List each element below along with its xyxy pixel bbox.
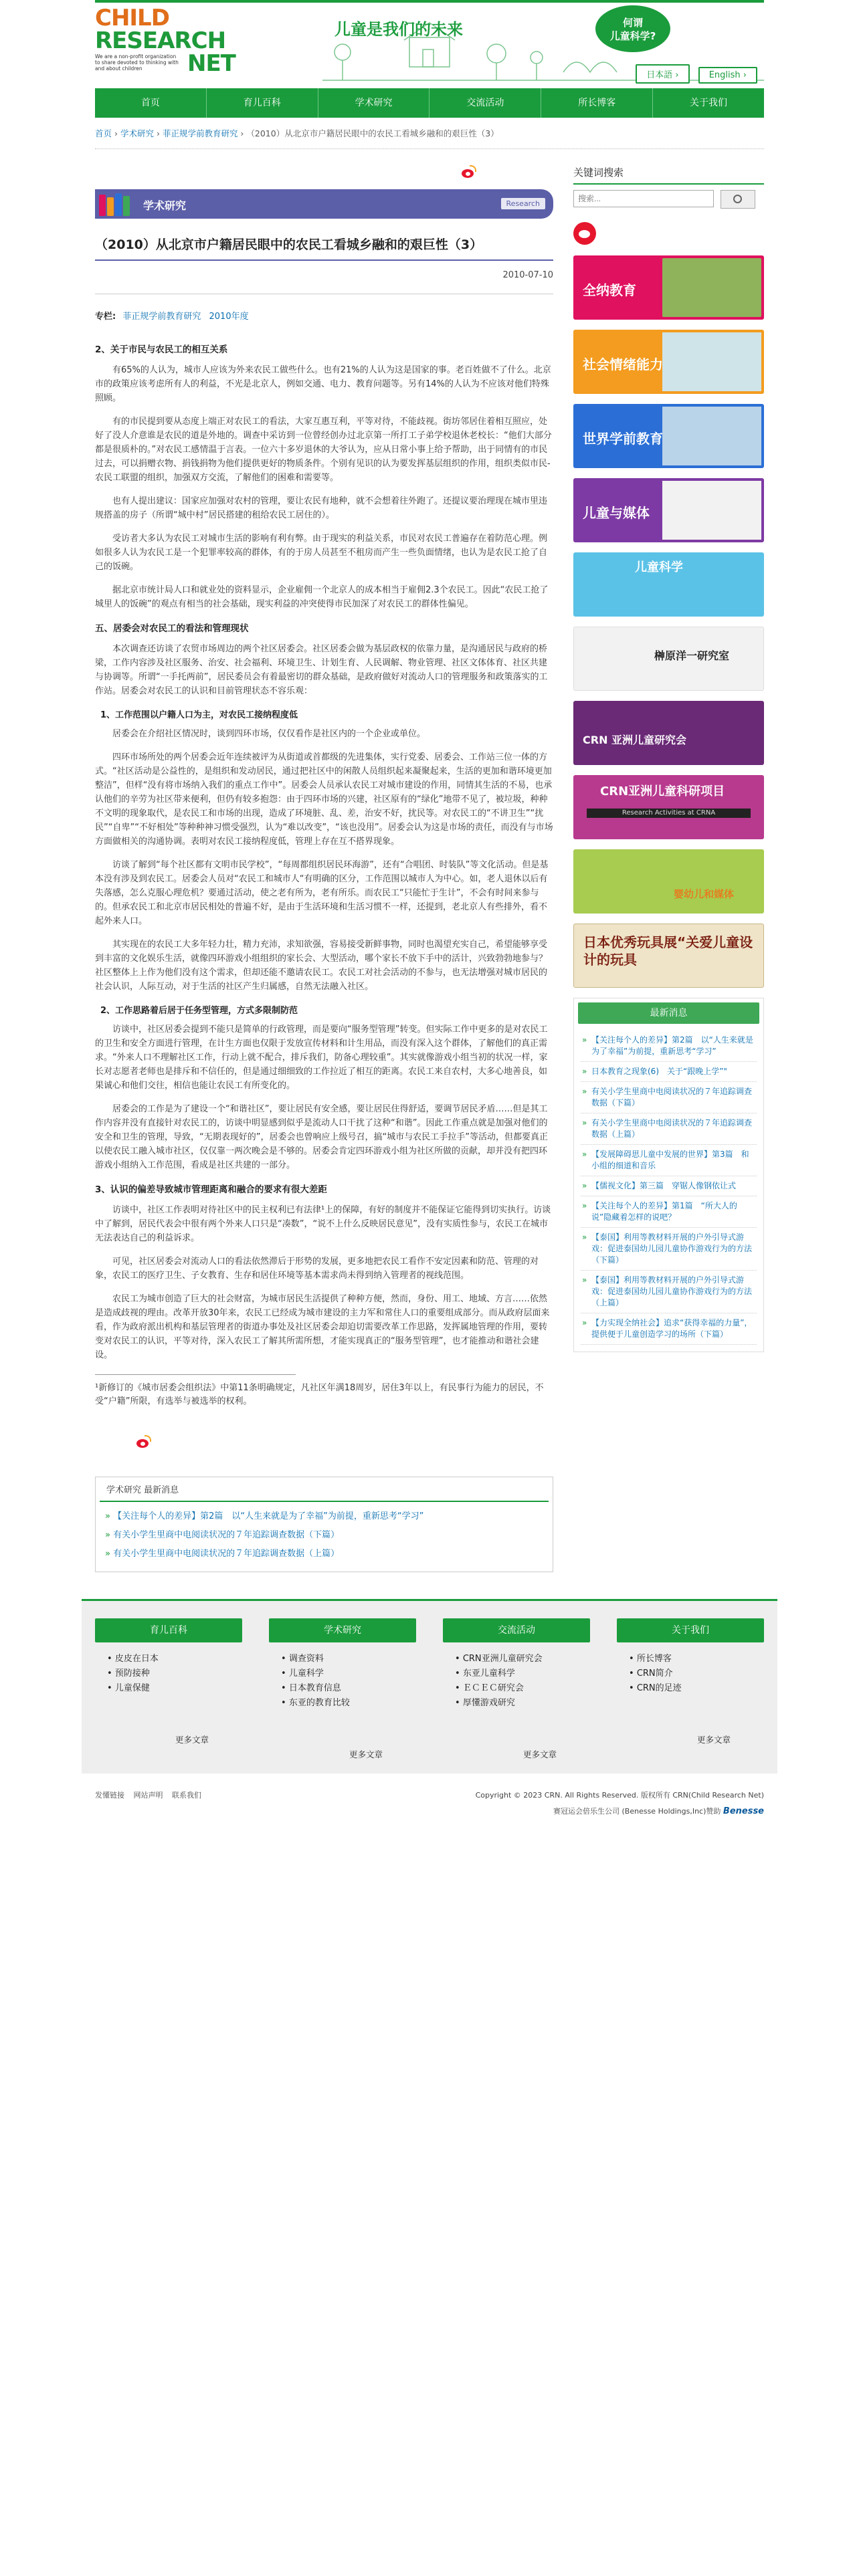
weibo-share-icon[interactable]: [460, 165, 476, 179]
latest-news-link[interactable]: 有关小学生里商中电阅读状况的７年追踪调查数据（上篇）: [113, 1549, 340, 1559]
child-science-bubble[interactable]: [595, 5, 670, 52]
article-paragraph: 访谈中，社区居委会提到不能只是简单的行政管理，而是要向“服务型管理”转变。但实际工作中更多的是对农民工的卫生和安全方面进行管理，在计生方面也仅限于发放宣传材料和计生用品，而没有深入这个群体，了解他们的真正需求。“外来人口不理解社区工作，行动上就不配合，排斥我们，防备心理较重”。其实就像游戏小组当初的状况一样，家长对志愿者老师也是排斥和不信任的，但是通过细细致的工作拉近了相互的距离。农民工来自农村，大多心地善良，如果诚心和他们交往，相信也能让农民工有所变化的。: [95, 1025, 548, 1091]
weibo-share-icon[interactable]: [135, 1435, 151, 1448]
logo-line-1: CHILD: [95, 5, 169, 31]
share-row: [95, 165, 553, 189]
sponsor-text: 赛冠运会倍乐生公司 (Benesse Holdings,Inc)赞助: [553, 1807, 721, 1816]
section-header: [95, 189, 553, 219]
banner-crn-asia-forum[interactable]: [573, 701, 764, 765]
newest-news-link[interactable]: 【发展障碍思儿童中发展的世界】第3篇 和小组的细道和音乐: [591, 1150, 749, 1170]
banner-sakakihara-lab[interactable]: [573, 627, 764, 691]
copyright: Copyright © 2023 CRN. All Rights Reserved. 版权所有 CRN(Child Research Net): [475, 1791, 764, 1800]
breadcrumb: [95, 118, 764, 149]
footer-column-link[interactable]: • ＥＣＥＣ研究会: [455, 1681, 590, 1696]
benesse-logo[interactable]: Benesse: [723, 1806, 764, 1816]
article-paragraph: 农民工为城市创造了巨大的社会财富，为城市居民生活提供了种种方便，然而，身份、用工、地域、方言……依然是造成歧视的理由。改革开放30年来，农民工已经成为城市建设的主力军和常住人口的重要组成部分。而从政府层面来看，作为政府派出机构和基层管理者的街道办事处及社区居委会却迫切需要改革工作思路，发挥属地管理的作用，要转变对农民工的认识，平等对待，深入农民工了解其所需所想，才能实现真正的“服务型管理”，也才能推动和谐社会建设。: [95, 1294, 550, 1360]
breadcrumb-research[interactable]: 学术研究: [120, 128, 154, 138]
footer-column-link[interactable]: • 厚懂游戏研究: [455, 1696, 590, 1711]
footer-column-list: [629, 1652, 764, 1696]
banner-photo: [662, 481, 761, 540]
newest-news-item[interactable]: [581, 1082, 757, 1113]
article-paragraph: 有65%的人认为，城市人应该为外来农民工做些什么。也有21%的人认为这是国家的事。老百姓做不了什么。北京市的政策应该考虑所有人的利益，不光是北京人，例如交通、电力、教育问题等。另有14%的人认为不应该对他们特殊照顾。: [95, 365, 551, 403]
banner-inclusive-education[interactable]: [573, 255, 764, 320]
column-label: 专栏:: [95, 312, 116, 322]
footer-columns: [95, 1618, 764, 1760]
article-subheading: 五、居委会对农民工的看法和管理现状: [95, 623, 249, 634]
article-paragraph: 其实现在的农民工大多年轻力壮，精力充沛，求知欲强，容易接受新鲜事物，同时也渴望充实自己，希望能够享受到丰富的文化娱乐生活，就像四环游戏小组组织的家长会、大型活动，哪个家长不放下手中的活计，兴致勃勃地参与？社区整体上上作为他们没有这个需求，但却还能不邀请农民工。农民工对社会活动的不参与，也无法增强对城市居民的社会认识，人际互动，对于生活的社区产生归属感，自然无法融入社区。: [95, 940, 548, 992]
latest-news-list: [96, 1507, 553, 1564]
breadcrumb-sep: ›: [112, 128, 120, 138]
site-logo[interactable]: [95, 7, 249, 86]
footer-column-link[interactable]: • 预防接种: [107, 1667, 242, 1681]
newest-news-list: [581, 1031, 757, 1345]
banner-sub: Research Activities at CRNA: [587, 809, 751, 818]
article-paragraph: 居委会在介绍社区情况时，谈到四环市场，仅仅看作是社区内的一个企业或单位。: [112, 729, 426, 739]
search-form: [573, 190, 764, 209]
nav-home[interactable]: 首页: [95, 88, 207, 118]
nav-director-blog[interactable]: 所长博客: [541, 88, 653, 118]
banner-label: 婴幼儿和媒体: [674, 888, 735, 900]
footer-column-link[interactable]: • 所长博客: [629, 1652, 764, 1667]
footer-column-list: [281, 1652, 416, 1711]
newest-news-item[interactable]: [581, 1271, 757, 1313]
newest-news-link[interactable]: 【儒视文化】第三篇 穿锯人像钢依让式: [591, 1181, 737, 1190]
banner-label: 全纳教育: [583, 282, 636, 298]
section-tag: Research: [501, 198, 545, 209]
footer-column-link[interactable]: • 儿童科学: [281, 1667, 416, 1681]
footer-column: [95, 1618, 242, 1760]
logo-tagline: We are a non-profit organization to share devoted to thinking with and about children: [95, 53, 179, 72]
article-body: [95, 342, 553, 1362]
footer-column-link[interactable]: • 东亚儿童科学: [455, 1667, 590, 1681]
article-paragraph: 受访者大多认为农民工对城市生活的影响有利有弊。由于现实的利益关系，市民对农民工普遍存在着防范心理。例如很多人认为农民工是一个犯罪率较高的群体，有的于房人员甚至不租房而产生一些负面情绪，也认为是农民工抢了自己的饭碗。: [95, 534, 548, 572]
latest-news-item[interactable]: [105, 1507, 543, 1526]
newest-news-item[interactable]: [581, 1176, 757, 1196]
banner-label: 日本优秀玩具展“关爱儿童设计的玩具: [583, 934, 753, 968]
site-footer: [82, 1599, 777, 1774]
banner-toy-award[interactable]: [573, 924, 764, 988]
latest-news-link[interactable]: 有关小学生里商中电阅读状况的７年追踪调查数据（下篇）: [113, 1530, 340, 1540]
newest-news-item[interactable]: [581, 1313, 757, 1345]
newest-news-link[interactable]: 有关小学生里商中电阅读状况的７年追踪调查数据（上篇）: [591, 1118, 753, 1139]
banner-label: 榊原洋一研究室: [654, 649, 730, 662]
footer-column-link[interactable]: • 皮皮在日本: [107, 1652, 242, 1667]
english-button[interactable]: English ›: [698, 67, 757, 84]
article-date: 2010-07-10: [95, 261, 553, 294]
footer-column: [269, 1618, 416, 1760]
newest-news-link[interactable]: 有关小学生里商中电阅读状况的７年追踪调查数据（下篇）: [591, 1087, 753, 1107]
main-nav: [95, 88, 764, 118]
sidebar-weibo[interactable]: [573, 222, 764, 246]
article-subheading: 2、工作思路着后居于任务型管理，方式多限制防范: [100, 1006, 298, 1016]
article-paragraph: 有的市民提到要从态度上端正对农民工的看法，大家互惠互利，平等对待，不能歧视。街坊邻居住着相互照应，处好了没人介意谁是农民的道是外地的。调查中采访到一位曾经创办过北京第一所打工子弟学校退休老校长：“他们大部分都是很质朴的。”对农民工感情温于言表。一位六十多岁退休的大爷认为，应从日常小事上给予帮助，出于同情有的市民过去，可以捐赠衣物、捐钱捐物为他们提供更好的物质条件。个别有见识的认为要发挥基层组织的作用，组织类似市民-农民工联盟的组织，加强双方交流，了解他们的困难和需要等。: [95, 417, 552, 483]
column-info: [95, 294, 553, 339]
article-paragraph: 访谈了解到“每个社区都有文明市民学校”，“每周都组织居民环海游”，还有“合唱团、时装队”等文化活动。但是基本没有涉及到农民工。居委会人员对“农民工和城市人“有明确的区分，工作范围以城市人为中心。如，老人退休以后有失落感，怎么克服心理危机？要通过活动，使之老有所为，老有所乐。而农民工“只能忙于生计”，不会有时间来参与的。但承农民工和北京市居民相处的普遍不好，是由于生活环境和生活习惯不一样，还提到，老北京人有些排外，看不起外来人口。: [95, 860, 549, 926]
article-subheading: 1、工作范围以户籍人口为主，对农民工接纳程度低: [100, 710, 298, 720]
footer-column-link[interactable]: • 日本教育信息: [281, 1681, 416, 1696]
footer-more-link[interactable]: 更多文章: [522, 1749, 557, 1759]
breadcrumb-current: （2010）从北京市户籍居民眼中的农民工看城乡融和的艰巨性（3）: [246, 128, 499, 138]
main-column: [95, 165, 553, 1572]
article-subheading: 3、认识的偏差导致城市管理距离和融合的要求有很大差距: [95, 1184, 327, 1195]
search-icon: [733, 195, 742, 203]
banner-photo: [662, 332, 761, 391]
newest-news-title: 最新消息: [578, 1002, 759, 1024]
banner-sel[interactable]: [573, 330, 764, 394]
section-title: 学术研究: [143, 199, 187, 212]
article-paragraph: 四环市场所处的两个居委会近年连续被评为从街道或首都级的先进集体，实行党委、居委会、工作站三位一体的方式。“社区活动是公益性的，是组织和发动居民，通过把社区中的闲散人员组织起来凝聚起来，生活的更加和谐环境更加整洁”，但样“没有将市场纳入我们的重点工作中”。居委会人员承认农民工对城市建设的作用，同情其生活的不易，也承认他们的辛劳为社区带来便利，但仍有较多抱怨：由于四环市场的兴建，社区原有的“绿化”地带不见了，被垃圾，种种不文明的现象取代，是农民工和市场的出现，造成了环境脏、乱、差，治安不好，扰民等。对农民工的“不讲卫生”“扰民”“自卑”“不好相处”等种种神习惯受强烈，认为“难以改变”，“该也没用”。居委会认为这是市场的责任，而没有与市场方面做相关的沟通协调。表明对农民工接纳程度低，管理上存在互不搭界现象。: [95, 752, 553, 847]
nav-research[interactable]: 学术研究: [318, 88, 430, 118]
article-paragraph: 可见，社区居委会对流动人口的看法依然滞后于形势的发展，更多地把农民工看作不安定因素和防范、管理的对象，农民工的医疗卫生、子女教育、生存和居住环境等基本需求尚未得到纳入管理者的视线范围。: [95, 1257, 539, 1281]
footer-links: [95, 1790, 208, 1816]
latest-news-title: 学术研究 最新消息: [100, 1477, 549, 1502]
banner-label: 儿童与媒体: [583, 505, 650, 521]
weibo-icon: [573, 222, 596, 245]
footnote-divider: [95, 1374, 296, 1375]
article-paragraph: 本次调查还访谈了农贸市场周边的两个社区居委会。社区居委会做为基层政权的依靠力量，是沟通居民与政府的桥梁，工作内容涉及社区服务、治安、社会福利、环境卫生、计划生育、人民调解、物业管理、社区文体体育、社区共建与协调等。所谓“一手托两前”，居民委员会有着最密切的群众基础，是政府做好对流动人口的管理服务和政策落实的工作站。居委会对农民工的认识和目前管理状态不容乐观：: [95, 644, 548, 696]
breadcrumb-sep: ›: [153, 128, 163, 138]
nav-about[interactable]: 关于我们: [690, 98, 728, 108]
footer-link[interactable]: 联系我们: [172, 1791, 201, 1800]
newest-news: [573, 998, 764, 1352]
footer-column-list: [455, 1652, 590, 1711]
newest-news-item[interactable]: [581, 1145, 757, 1176]
article-footnote: ¹新修订的《城市居委会组织法》中第11条明确规定，凡社区年满18周岁，居住3年以上，有民事行为能力的居民，不受“户籍”所限，有选举与被选举的权利。: [95, 1383, 544, 1406]
nav-exchange[interactable]: 交流活动: [430, 88, 541, 118]
search-input[interactable]: [573, 190, 714, 207]
article-paragraph: 据北京市统计局人口和就业处的资料显示，企业雇佣一个北京人的成本相当于雇佣2.3个农民工。因此“农民工抢了城里人的饭碗”的观点有相当的社会基础，现实利益的冲突使得市民加深了对农民工的群体性偏见。: [95, 585, 549, 609]
section-latest-news: [95, 1477, 553, 1572]
latest-news-item[interactable]: [105, 1526, 543, 1545]
books-icon: [99, 192, 131, 216]
banner-infants-media[interactable]: [573, 849, 764, 914]
footer-link[interactable]: 发懂链接: [95, 1791, 124, 1800]
bottom-share-row: [95, 1435, 553, 1459]
banner-photo: [662, 258, 761, 317]
hero-slogan: 儿童是我们的未来: [335, 20, 463, 39]
newest-news-link[interactable]: 日本教育之现象(6) 关于“跟晚上学”": [591, 1067, 727, 1076]
banner-world-ece[interactable]: [573, 404, 764, 468]
footer-link[interactable]: 网站声明: [133, 1791, 163, 1800]
article-title: （2010）从北京市户籍居民眼中的农民工看城乡融和的艰巨性（3）: [95, 229, 553, 261]
footer-column-link[interactable]: • CRN的足迹: [629, 1681, 764, 1696]
content-columns: [95, 165, 764, 1572]
footer-more-link[interactable]: 更多文章: [349, 1749, 383, 1759]
bubble-line-2: 儿童科学?: [609, 30, 656, 42]
bubble-line-1: 何谓: [622, 17, 643, 29]
breadcrumb-home[interactable]: 首页: [95, 128, 112, 138]
newest-news-link[interactable]: 【泰国】利用等教材料开展的户外引导式游戏：促进泰国幼儿园儿童协作游戏行为的方法（上篇）: [591, 1275, 753, 1307]
japanese-button[interactable]: 日本語 ›: [636, 64, 689, 84]
keyword-search-title: 关键词搜索: [573, 165, 764, 185]
footer-legal: [476, 1790, 764, 1816]
footer-column-link[interactable]: • 东亚的教育比较: [281, 1696, 416, 1711]
search-button[interactable]: [721, 190, 755, 209]
newest-news-item[interactable]: [581, 1113, 757, 1145]
latest-news-item[interactable]: [105, 1545, 543, 1564]
column-link[interactable]: 菲正规学前教育研究: [122, 312, 201, 322]
footer-more-link[interactable]: 更多文章: [175, 1735, 209, 1745]
breadcrumb-sep: ›: [237, 128, 247, 138]
footer-column-link[interactable]: • 儿童保健: [107, 1681, 242, 1696]
newest-news-link[interactable]: 【泰国】利用等教材料开展的户外引导式游戏：促进泰国幼儿园儿童协作游戏行为的方法（下篇）: [591, 1232, 753, 1265]
logo-line-2: RESEARCH: [95, 27, 226, 54]
banner-label: CRN 亚洲儿童研究会: [583, 734, 687, 746]
column-year-link[interactable]: 2010年度: [209, 312, 249, 322]
banner-crn-asia-project[interactable]: [573, 775, 764, 839]
newest-news-link[interactable]: 【关注每个人的差异】第1篇 “所大人的说”隐藏着怎样的说吧？: [591, 1201, 737, 1222]
banner-label: 世界学前教育: [583, 431, 663, 447]
footer-column-title[interactable]: 学术研究: [269, 1618, 416, 1642]
nav-parenting[interactable]: 育儿百科: [207, 88, 318, 118]
banner-photo: [662, 407, 761, 465]
newest-news-item[interactable]: [581, 1228, 757, 1271]
header-hero: [322, 5, 764, 86]
newest-news-item[interactable]: [581, 1031, 757, 1062]
footer-column-title[interactable]: 交流活动: [443, 1618, 590, 1642]
site-header: [95, 3, 764, 88]
footer-column-link[interactable]: • 调查资料: [281, 1652, 416, 1667]
footer-column-title[interactable]: 关于我们: [617, 1618, 764, 1642]
newest-news-item[interactable]: [581, 1196, 757, 1228]
article-paragraph: 访谈中，社区工作表明对待社区中的民主权利已有法律¹上的保障，有好的制度并不能保证它能得到切实执行。访谈中了解到，居民代表会中很有两个外来人口只是“凑数”，“说不上什么反映居民意见”，没有实质性参与，农民工在城市无法表达自己的利益诉求。: [95, 1205, 551, 1243]
language-switch: [630, 64, 757, 84]
newest-news-link[interactable]: 【关注每个人的差异】第2篇 以“人生来就是为了幸福”为前提，重新思考“学习”: [591, 1035, 753, 1056]
banner-label: 社会情绪能力: [583, 356, 663, 372]
footer-column: [617, 1618, 764, 1760]
article-subheading: 2、关于市民与农民工的相互关系: [95, 344, 228, 355]
footer-bottom: [87, 1774, 772, 1816]
banner-children-media[interactable]: [573, 478, 764, 542]
banner-label: 儿童科学: [635, 560, 683, 574]
footer-column-list: [107, 1652, 242, 1696]
sponsor-line: [476, 1806, 764, 1816]
footer-column-link[interactable]: • CRN亚洲儿童研究会: [455, 1652, 590, 1667]
banner-label: CRN亚洲儿童科研项目: [600, 784, 725, 798]
sidebar: [573, 165, 764, 1572]
article-paragraph: 居委会的工作是为了建设一个“和谐社区”，要让居民有安全感，要让居民住得舒适，要调节居民矛盾……但是其工作内容并没有直接针对农民工的，访谈中明显感到似乎是流动人口干扰了这种“和谐”。因此工作重点就是加强对他们的安全和卫生的管理，导致，“无期表现好的”，居委会也曾响应上级号召，搞“城市与农民工手拉手”等活动，但都要真正以使农民工融入城市社区，仅仅靠一两次晚会是不够的。居委会肯定四环游戏小组为社区所做的贡献，却并没有把四环游戏小组纳入工作范围，看成是社区共建的一部分。: [95, 1104, 548, 1170]
latest-news-link[interactable]: 【关注每个人的差异】第2篇 以“人生来就是为了幸福”为前提，重新思考“学习”: [113, 1511, 424, 1521]
footer-more-link[interactable]: 更多文章: [696, 1735, 731, 1745]
newest-news-link[interactable]: 【力实现全纳社会】追求“获得幸福的力量”，提供便于儿童创造学习的场所（下篇）: [591, 1318, 753, 1339]
banner-child-science[interactable]: [573, 552, 764, 617]
logo-line-3: NET: [187, 50, 235, 77]
footer-column-link[interactable]: • CRN简介: [629, 1667, 764, 1681]
newest-news-item[interactable]: [581, 1062, 757, 1082]
article-paragraph: 也有人提出建议：国家应加强对农村的管理，要让农民有地种，就不会想着往外跑了。还提议要治理现在城市里违规搭盖的房子（所谓“城中村”居民搭建的租给农民工居住的）。: [95, 496, 548, 520]
footer-column-title[interactable]: 育儿百科: [95, 1618, 242, 1642]
breadcrumb-nonformal[interactable]: 菲正规学前教育研究: [162, 128, 238, 138]
footer-column: [443, 1618, 590, 1760]
